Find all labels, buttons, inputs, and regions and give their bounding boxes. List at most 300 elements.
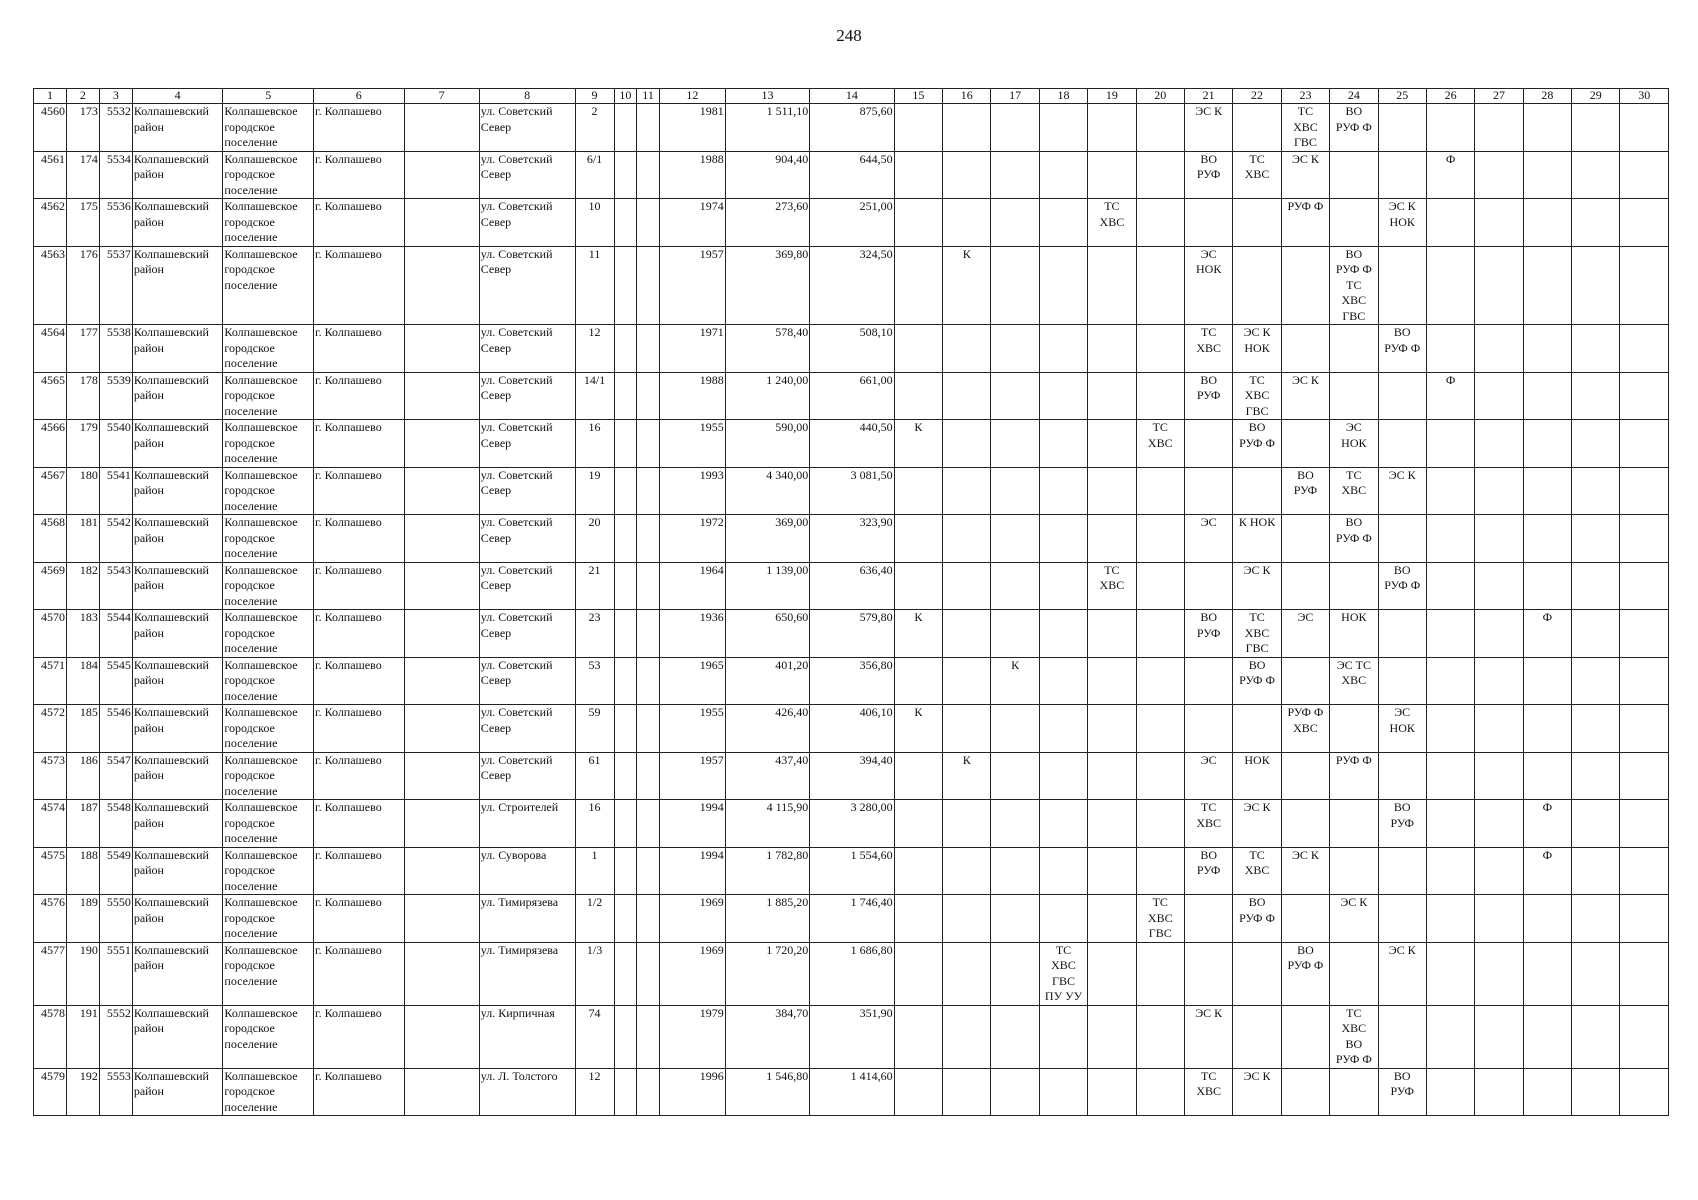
cell-col-1: 4568: [34, 515, 67, 563]
cell-col-3: 5548: [99, 800, 132, 848]
cell-col-27: [1475, 467, 1523, 515]
cell-col-14: 1 686,80: [810, 942, 894, 1005]
table-row: [34, 515, 1669, 563]
column-header-10: 10: [614, 89, 637, 104]
cell-col-16: [943, 372, 991, 420]
cell-col-14: 406,10: [810, 705, 894, 753]
cell-col-8: ул. Советский Север: [479, 705, 575, 753]
cell-col-17: [991, 420, 1039, 468]
cell-col-17: [991, 199, 1039, 247]
cell-col-11: [637, 151, 660, 199]
cell-col-7: [404, 420, 479, 468]
cell-col-2: 188: [66, 847, 99, 895]
cell-col-2: 181: [66, 515, 99, 563]
cell-col-24: ЭС К: [1330, 895, 1378, 943]
table-row: [34, 847, 1669, 895]
cell-col-15: [894, 800, 942, 848]
cell-col-14: 440,50: [810, 420, 894, 468]
cell-col-5: Колпашевское городское поселение: [223, 1068, 314, 1116]
cell-col-20: [1136, 467, 1184, 515]
cell-col-7: [404, 847, 479, 895]
cell-col-8: ул. Советский Север: [479, 562, 575, 610]
cell-col-4: Колпашевский район: [132, 515, 223, 563]
cell-col-18: [1039, 420, 1087, 468]
cell-col-29: [1572, 610, 1620, 658]
cell-col-24: [1330, 800, 1378, 848]
cell-col-4: Колпашевский район: [132, 847, 223, 895]
cell-col-16: [943, 800, 991, 848]
cell-col-6: г. Колпашево: [314, 847, 405, 895]
cell-col-23: [1281, 420, 1329, 468]
cell-col-3: 5539: [99, 372, 132, 420]
column-header-5: 5: [223, 89, 314, 104]
cell-col-7: [404, 1068, 479, 1116]
cell-col-7: [404, 800, 479, 848]
cell-col-18: [1039, 800, 1087, 848]
cell-col-12: 1957: [659, 752, 725, 800]
cell-col-5: Колпашевское городское поселение: [223, 752, 314, 800]
cell-col-17: [991, 372, 1039, 420]
cell-col-4: Колпашевский район: [132, 752, 223, 800]
cell-col-10: [614, 467, 637, 515]
cell-col-8: ул. Советский Север: [479, 752, 575, 800]
cell-col-4: Колпашевский район: [132, 657, 223, 705]
cell-col-24: ТС ХВС ВО РУФ Ф: [1330, 1005, 1378, 1068]
cell-col-5: Колпашевское городское поселение: [223, 151, 314, 199]
cell-col-15: [894, 325, 942, 373]
cell-col-15: [894, 199, 942, 247]
cell-col-10: [614, 752, 637, 800]
cell-col-1: 4572: [34, 705, 67, 753]
cell-col-8: ул. Советский Север: [479, 325, 575, 373]
cell-col-12: 1981: [659, 104, 725, 152]
cell-col-7: [404, 467, 479, 515]
column-header-15: 15: [894, 89, 942, 104]
cell-col-10: [614, 1068, 637, 1116]
cell-col-8: ул. Советский Север: [479, 467, 575, 515]
column-header-6: 6: [314, 89, 405, 104]
cell-col-5: Колпашевское городское поселение: [223, 705, 314, 753]
cell-col-16: [943, 705, 991, 753]
cell-col-25: [1378, 515, 1426, 563]
cell-col-29: [1572, 420, 1620, 468]
cell-col-30: [1620, 562, 1669, 610]
cell-col-19: [1088, 325, 1136, 373]
cell-col-11: [637, 467, 660, 515]
cell-col-10: [614, 657, 637, 705]
cell-col-1: 4573: [34, 752, 67, 800]
cell-col-8: ул. Советский Север: [479, 420, 575, 468]
cell-col-24: [1330, 151, 1378, 199]
cell-col-12: 1988: [659, 372, 725, 420]
cell-col-16: К: [943, 246, 991, 325]
cell-col-12: 1993: [659, 467, 725, 515]
cell-col-30: [1620, 467, 1669, 515]
cell-col-6: г. Колпашево: [314, 467, 405, 515]
cell-col-19: [1088, 467, 1136, 515]
cell-col-13: 1 139,00: [725, 562, 809, 610]
cell-col-10: [614, 325, 637, 373]
cell-col-5: Колпашевское городское поселение: [223, 1005, 314, 1068]
cell-col-21: ТС ХВС: [1184, 325, 1232, 373]
cell-col-14: 644,50: [810, 151, 894, 199]
cell-col-16: [943, 1068, 991, 1116]
cell-col-10: [614, 1005, 637, 1068]
cell-col-3: 5547: [99, 752, 132, 800]
cell-col-5: Колпашевское городское поселение: [223, 610, 314, 658]
cell-col-28: [1523, 1005, 1571, 1068]
cell-col-16: [943, 942, 991, 1005]
cell-col-20: [1136, 151, 1184, 199]
cell-col-5: Колпашевское городское поселение: [223, 562, 314, 610]
cell-col-23: ЭС К: [1281, 151, 1329, 199]
cell-col-1: 4570: [34, 610, 67, 658]
column-header-20: 20: [1136, 89, 1184, 104]
cell-col-3: 5540: [99, 420, 132, 468]
cell-col-6: г. Колпашево: [314, 246, 405, 325]
cell-col-18: [1039, 515, 1087, 563]
cell-col-20: [1136, 657, 1184, 705]
column-header-9: 9: [575, 89, 614, 104]
cell-col-18: [1039, 199, 1087, 247]
cell-col-4: Колпашевский район: [132, 199, 223, 247]
cell-col-19: [1088, 420, 1136, 468]
cell-col-29: [1572, 246, 1620, 325]
cell-col-13: 904,40: [725, 151, 809, 199]
cell-col-30: [1620, 372, 1669, 420]
cell-col-16: [943, 610, 991, 658]
column-header-28: 28: [1523, 89, 1571, 104]
cell-col-19: [1088, 515, 1136, 563]
cell-col-8: ул. Советский Север: [479, 515, 575, 563]
cell-col-25: [1378, 151, 1426, 199]
cell-col-3: 5532: [99, 104, 132, 152]
cell-col-1: 4576: [34, 895, 67, 943]
cell-col-20: [1136, 562, 1184, 610]
cell-col-22: ВО РУФ Ф: [1233, 657, 1281, 705]
cell-col-28: [1523, 1068, 1571, 1116]
cell-col-8: ул. Советский Север: [479, 199, 575, 247]
cell-col-7: [404, 151, 479, 199]
cell-col-3: 5550: [99, 895, 132, 943]
table-row: [34, 657, 1669, 705]
cell-col-15: К: [894, 610, 942, 658]
cell-col-30: [1620, 705, 1669, 753]
cell-col-17: [991, 847, 1039, 895]
cell-col-20: [1136, 752, 1184, 800]
cell-col-29: [1572, 1005, 1620, 1068]
cell-col-12: 1969: [659, 895, 725, 943]
cell-col-22: [1233, 246, 1281, 325]
column-header-8: 8: [479, 89, 575, 104]
cell-col-30: [1620, 199, 1669, 247]
cell-col-15: [894, 1005, 942, 1068]
table-row: [34, 246, 1669, 325]
cell-col-1: 4577: [34, 942, 67, 1005]
cell-col-24: ЭС НОК: [1330, 420, 1378, 468]
cell-col-16: К: [943, 752, 991, 800]
cell-col-11: [637, 752, 660, 800]
cell-col-6: г. Колпашево: [314, 657, 405, 705]
cell-col-9: 23: [575, 610, 614, 658]
cell-col-19: [1088, 246, 1136, 325]
cell-col-23: ТС ХВС ГВС: [1281, 104, 1329, 152]
cell-col-20: [1136, 246, 1184, 325]
cell-col-15: [894, 151, 942, 199]
cell-col-14: 1 414,60: [810, 1068, 894, 1116]
column-header-2: 2: [66, 89, 99, 104]
cell-col-22: ЭС К: [1233, 800, 1281, 848]
cell-col-17: [991, 942, 1039, 1005]
cell-col-1: 4566: [34, 420, 67, 468]
cell-col-30: [1620, 104, 1669, 152]
cell-col-3: 5549: [99, 847, 132, 895]
cell-col-11: [637, 847, 660, 895]
cell-col-7: [404, 515, 479, 563]
cell-col-6: г. Колпашево: [314, 895, 405, 943]
cell-col-24: [1330, 1068, 1378, 1116]
cell-col-23: [1281, 515, 1329, 563]
cell-col-26: [1426, 199, 1474, 247]
cell-col-6: г. Колпашево: [314, 151, 405, 199]
cell-col-25: [1378, 657, 1426, 705]
cell-col-2: 184: [66, 657, 99, 705]
cell-col-18: [1039, 467, 1087, 515]
cell-col-2: 180: [66, 467, 99, 515]
cell-col-9: 12: [575, 1068, 614, 1116]
cell-col-9: 2: [575, 104, 614, 152]
cell-col-6: г. Колпашево: [314, 325, 405, 373]
cell-col-26: [1426, 420, 1474, 468]
cell-col-17: [991, 467, 1039, 515]
cell-col-4: Колпашевский район: [132, 942, 223, 1005]
cell-col-18: [1039, 372, 1087, 420]
cell-col-20: ТС ХВС: [1136, 420, 1184, 468]
cell-col-18: [1039, 325, 1087, 373]
cell-col-27: [1475, 752, 1523, 800]
cell-col-24: [1330, 705, 1378, 753]
column-header-30: 30: [1620, 89, 1669, 104]
cell-col-24: [1330, 199, 1378, 247]
cell-col-15: [894, 104, 942, 152]
cell-col-1: 4560: [34, 104, 67, 152]
cell-col-11: [637, 246, 660, 325]
cell-col-10: [614, 246, 637, 325]
cell-col-1: 4561: [34, 151, 67, 199]
cell-col-26: [1426, 657, 1474, 705]
cell-col-23: [1281, 325, 1329, 373]
cell-col-9: 12: [575, 325, 614, 373]
cell-col-4: Колпашевский район: [132, 467, 223, 515]
cell-col-6: г. Колпашево: [314, 800, 405, 848]
cell-col-16: [943, 467, 991, 515]
cell-col-1: 4569: [34, 562, 67, 610]
cell-col-4: Колпашевский район: [132, 372, 223, 420]
cell-col-7: [404, 104, 479, 152]
table-row: [34, 1005, 1669, 1068]
cell-col-28: [1523, 515, 1571, 563]
cell-col-30: [1620, 895, 1669, 943]
cell-col-9: 19: [575, 467, 614, 515]
cell-col-23: [1281, 246, 1329, 325]
cell-col-30: [1620, 1068, 1669, 1116]
cell-col-5: Колпашевское городское поселение: [223, 325, 314, 373]
cell-col-1: 4562: [34, 199, 67, 247]
cell-col-2: 183: [66, 610, 99, 658]
cell-col-22: К НОК: [1233, 515, 1281, 563]
cell-col-3: 5545: [99, 657, 132, 705]
cell-col-6: г. Колпашево: [314, 705, 405, 753]
cell-col-22: ВО РУФ Ф: [1233, 895, 1281, 943]
cell-col-20: [1136, 800, 1184, 848]
cell-col-15: [894, 515, 942, 563]
cell-col-24: ЭС ТС ХВС: [1330, 657, 1378, 705]
cell-col-18: [1039, 104, 1087, 152]
cell-col-16: [943, 895, 991, 943]
cell-col-26: [1426, 942, 1474, 1005]
cell-col-2: 192: [66, 1068, 99, 1116]
cell-col-8: ул. Советский Север: [479, 657, 575, 705]
cell-col-15: [894, 467, 942, 515]
cell-col-27: [1475, 515, 1523, 563]
cell-col-9: 6/1: [575, 151, 614, 199]
cell-col-2: 191: [66, 1005, 99, 1068]
cell-col-8: ул. Суворова: [479, 847, 575, 895]
cell-col-27: [1475, 942, 1523, 1005]
cell-col-17: [991, 895, 1039, 943]
cell-col-30: [1620, 800, 1669, 848]
cell-col-23: ВО РУФ: [1281, 467, 1329, 515]
cell-col-25: ВО РУФ Ф: [1378, 562, 1426, 610]
cell-col-28: [1523, 420, 1571, 468]
cell-col-2: 173: [66, 104, 99, 152]
cell-col-24: НОК: [1330, 610, 1378, 658]
cell-col-23: [1281, 752, 1329, 800]
table-row: [34, 104, 1669, 152]
cell-col-26: [1426, 562, 1474, 610]
cell-col-29: [1572, 1068, 1620, 1116]
cell-col-12: 1994: [659, 800, 725, 848]
cell-col-25: [1378, 1005, 1426, 1068]
cell-col-21: [1184, 199, 1232, 247]
table-row: [34, 325, 1669, 373]
cell-col-11: [637, 705, 660, 753]
cell-col-12: 1955: [659, 705, 725, 753]
cell-col-7: [404, 705, 479, 753]
cell-col-22: [1233, 705, 1281, 753]
cell-col-22: ТС ХВС: [1233, 847, 1281, 895]
cell-col-30: [1620, 752, 1669, 800]
cell-col-17: [991, 246, 1039, 325]
cell-col-1: 4579: [34, 1068, 67, 1116]
cell-col-17: [991, 104, 1039, 152]
cell-col-7: [404, 752, 479, 800]
cell-col-27: [1475, 800, 1523, 848]
cell-col-24: [1330, 562, 1378, 610]
cell-col-27: [1475, 1068, 1523, 1116]
cell-col-28: [1523, 942, 1571, 1005]
cell-col-22: ЭС К: [1233, 562, 1281, 610]
cell-col-9: 11: [575, 246, 614, 325]
cell-col-24: [1330, 372, 1378, 420]
cell-col-21: ВО РУФ: [1184, 151, 1232, 199]
cell-col-20: [1136, 610, 1184, 658]
cell-col-6: г. Колпашево: [314, 942, 405, 1005]
cell-col-11: [637, 515, 660, 563]
cell-col-16: [943, 325, 991, 373]
cell-col-12: 1955: [659, 420, 725, 468]
cell-col-8: ул. Советский Север: [479, 372, 575, 420]
cell-col-28: Ф: [1523, 800, 1571, 848]
cell-col-2: 189: [66, 895, 99, 943]
cell-col-19: [1088, 1068, 1136, 1116]
cell-col-7: [404, 610, 479, 658]
column-header-23: 23: [1281, 89, 1329, 104]
cell-col-25: [1378, 420, 1426, 468]
cell-col-10: [614, 705, 637, 753]
cell-col-14: 323,90: [810, 515, 894, 563]
cell-col-5: Колпашевское городское поселение: [223, 800, 314, 848]
cell-col-22: ТС ХВС: [1233, 151, 1281, 199]
cell-col-25: [1378, 104, 1426, 152]
cell-col-7: [404, 199, 479, 247]
cell-col-2: 175: [66, 199, 99, 247]
cell-col-6: г. Колпашево: [314, 562, 405, 610]
cell-col-3: 5536: [99, 199, 132, 247]
cell-col-13: 4 115,90: [725, 800, 809, 848]
cell-col-17: [991, 1005, 1039, 1068]
cell-col-29: [1572, 800, 1620, 848]
cell-col-18: [1039, 1068, 1087, 1116]
cell-col-26: Ф: [1426, 372, 1474, 420]
cell-col-12: 1974: [659, 199, 725, 247]
cell-col-14: 875,60: [810, 104, 894, 152]
cell-col-3: 5551: [99, 942, 132, 1005]
cell-col-25: [1378, 847, 1426, 895]
cell-col-7: [404, 372, 479, 420]
cell-col-14: 351,90: [810, 1005, 894, 1068]
cell-col-3: 5534: [99, 151, 132, 199]
cell-col-6: г. Колпашево: [314, 372, 405, 420]
cell-col-19: ТС ХВС: [1088, 562, 1136, 610]
cell-col-8: ул. Тимирязева: [479, 895, 575, 943]
cell-col-14: 394,40: [810, 752, 894, 800]
cell-col-24: ВО РУФ Ф: [1330, 104, 1378, 152]
cell-col-6: г. Колпашево: [314, 610, 405, 658]
cell-col-5: Колпашевское городское поселение: [223, 467, 314, 515]
cell-col-16: [943, 1005, 991, 1068]
cell-col-4: Колпашевский район: [132, 151, 223, 199]
cell-col-22: НОК: [1233, 752, 1281, 800]
cell-col-13: 1 885,20: [725, 895, 809, 943]
cell-col-21: ВО РУФ: [1184, 372, 1232, 420]
cell-col-27: [1475, 610, 1523, 658]
cell-col-13: 590,00: [725, 420, 809, 468]
cell-col-26: [1426, 1068, 1474, 1116]
cell-col-22: ТС ХВС ГВС: [1233, 610, 1281, 658]
cell-col-14: 3 081,50: [810, 467, 894, 515]
column-header-29: 29: [1572, 89, 1620, 104]
cell-col-9: 16: [575, 800, 614, 848]
cell-col-20: [1136, 942, 1184, 1005]
cell-col-15: [894, 1068, 942, 1116]
cell-col-13: 369,00: [725, 515, 809, 563]
cell-col-8: ул. Строителей: [479, 800, 575, 848]
cell-col-20: [1136, 199, 1184, 247]
cell-col-22: ТС ХВС ГВС: [1233, 372, 1281, 420]
cell-col-16: [943, 562, 991, 610]
column-header-22: 22: [1233, 89, 1281, 104]
